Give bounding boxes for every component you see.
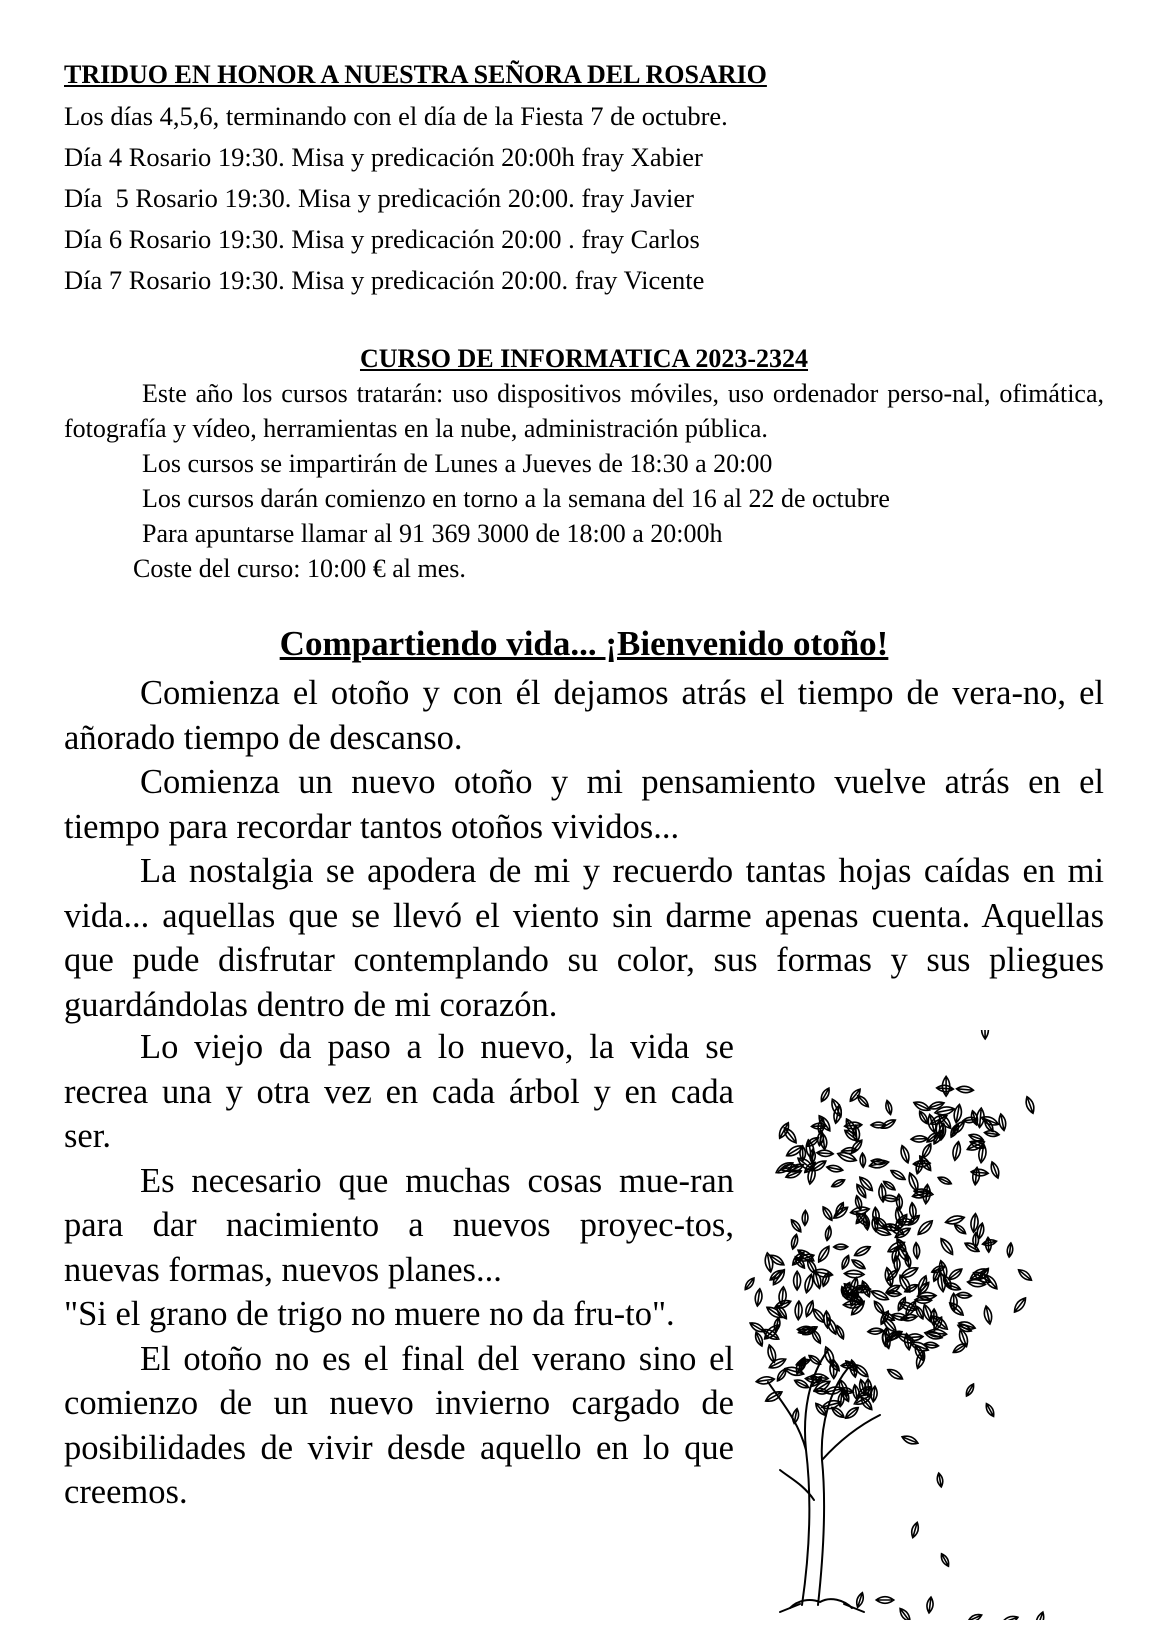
leaf-mark	[840, 1254, 851, 1270]
leaf-mark	[1024, 1096, 1036, 1115]
leaf-mark	[964, 1383, 976, 1398]
leaf-mark	[911, 1135, 928, 1142]
leaf-mark	[916, 1218, 935, 1237]
leaf-mark	[1006, 1243, 1013, 1258]
leaf-mark	[899, 1144, 911, 1163]
leaf-mark	[938, 1236, 956, 1256]
leaf-mark	[972, 1167, 980, 1185]
leaf-mark	[844, 1405, 861, 1420]
leaf-mark	[832, 1104, 843, 1124]
leaf-mark	[1034, 1611, 1046, 1620]
autumn-tree-icon	[740, 1030, 1140, 1620]
leaf-mark	[924, 1329, 943, 1340]
leaf-mark	[785, 1143, 805, 1159]
leaf-mark	[876, 1597, 894, 1604]
curso-title: CURSO DE INFORMATICA 2023-2324	[359, 344, 809, 373]
triduo-day-5: Día 5 Rosario 19:30. Misa y predicación 20:00. fray Javier	[64, 183, 694, 213]
leaf-mark	[848, 1087, 862, 1103]
leaf-mark	[743, 1276, 756, 1291]
leaf-mark	[953, 1104, 963, 1124]
curso-coste: Coste del curso: 10:00 € al mes.	[133, 554, 466, 583]
reflexion-body-column	[64, 1025, 734, 1515]
reflexion-paragraph-4: Lo viejo da paso a lo nuevo, la vida se recrea una y otra vez en cada árbol y en cada ser.	[64, 1028, 734, 1155]
reflexion-paragraph-1: Comienza el otoño y con él dejamos atrás el tiempo de vera-no, el añorado tiempo de descanso.	[64, 674, 1104, 757]
reflexion-paragraph-5: Es necesario que muchas cosas mue-ran para dar nacimiento a nuevos proyec-tos, nuevas formas, nuevos planes...	[64, 1161, 734, 1289]
leaf-mark	[913, 1242, 920, 1259]
leaf-mark	[936, 1473, 944, 1488]
triduo-dates: Los días 4,5,6, terminando con el día de la Fiesta 7 de octubre.	[64, 101, 728, 131]
leaf-mark	[889, 1168, 906, 1182]
leaf-mark	[886, 1367, 904, 1382]
triduo-section	[64, 58, 1104, 301]
leaf-mark	[802, 1210, 808, 1225]
leaf-mark	[773, 1317, 781, 1332]
curso-inscripcion: Para apuntarse llamar al 91 369 3000 de 18:00 a 20:00h	[142, 519, 723, 548]
leaf-mark	[882, 1179, 897, 1192]
leaf-mark	[855, 1592, 865, 1608]
leaf-mark	[1012, 1296, 1028, 1314]
leaf-mark	[951, 1141, 962, 1161]
leaf-mark	[794, 1271, 801, 1290]
leaf-mark	[883, 1267, 894, 1287]
leaf-mark	[967, 1279, 986, 1288]
curso-comienzo: Los cursos darán comienzo en torno a la semana del 16 al 22 de octubre	[142, 484, 890, 513]
leaf-mark	[821, 1205, 835, 1222]
leaf-mark	[795, 1301, 803, 1320]
leaf-mark	[817, 1150, 834, 1157]
leaf-mark	[898, 1607, 913, 1620]
reflexion-title: Compartiendo vida... ¡Bienvenido otoño!	[279, 624, 889, 663]
leaf-mark	[775, 1367, 788, 1382]
reflexion-closing: El otoño no es el final del verano sino el comienzo de un nuevo invierno cargado de posibilidades de vivir desde aquello en lo que creemos.	[64, 1339, 734, 1511]
reflexion-quote: "Si el grano de trigo no muere no da fru-to".	[64, 1295, 675, 1333]
leaf-mark	[850, 1258, 866, 1271]
leaf-mark	[834, 1244, 848, 1250]
leaf-mark	[860, 1153, 866, 1168]
leaf-mark	[981, 1030, 988, 1039]
leaf-mark	[756, 1376, 775, 1385]
leaf-mark	[831, 1177, 846, 1188]
curso-intro: Este año los cursos tratarán: uso dispositivos móviles, uso ordenador perso-nal, ofimática, fotografía y vídeo, herramientas en la nube, administración pública.	[64, 379, 1104, 443]
leaf-mark	[789, 1218, 803, 1234]
leaf-mark	[844, 1270, 864, 1278]
reflexion-body-full	[64, 671, 1104, 1027]
leaf-mark	[915, 1297, 932, 1304]
leaf-mark	[989, 1161, 1001, 1179]
leaf-mark	[790, 1234, 799, 1250]
leaf-mark	[868, 1328, 884, 1335]
leaf-mark	[945, 1281, 962, 1292]
leaf-mark	[826, 1164, 843, 1173]
leaf-mark	[768, 1253, 786, 1268]
leaf-mark	[998, 1113, 1007, 1131]
leaf-mark	[953, 1223, 967, 1236]
leaf-mark	[910, 1522, 920, 1539]
leaf-mark	[936, 1085, 953, 1092]
triduo-day-7: Día 7 Rosario 19:30. Misa y predicación 20:00. fray Vicente	[64, 265, 705, 295]
leaf-mark	[880, 1117, 897, 1130]
reflexion-paragraph-3: La nostalgia se apodera de mi y recuerdo tantas hojas caídas en mi vida... aquellas que se llevó el viento sin darme apenas cuenta. Aquellas que pude disfrutar contemplando su color, sus formas y sus pliegues guardándolas dentro de mi corazón.	[64, 852, 1104, 1024]
leaf-mark	[920, 1142, 933, 1159]
leaf-mark	[820, 1133, 828, 1150]
leaf-mark	[945, 1214, 966, 1226]
leaf-mark	[856, 1094, 871, 1109]
leaf-mark	[798, 1356, 808, 1372]
triduo-day-4: Día 4 Rosario 19:30. Misa y predicación 20:00h fray Xabier	[64, 142, 703, 172]
leaf-mark	[1001, 1614, 1019, 1620]
leaf-mark	[853, 1244, 872, 1259]
leaf-mark	[956, 1086, 973, 1094]
reflexion-paragraph-2: Comienza un nuevo otoño y mi pensamiento vuelve atrás en el tiempo para recordar tantos otoños vividos...	[64, 763, 1104, 846]
triduo-title: TRIDUO EN HONOR A NUESTRA SEÑORA DEL ROSARIO	[64, 60, 767, 89]
leaf-mark	[967, 1612, 983, 1620]
leaf-mark	[939, 1552, 951, 1567]
leaf-mark	[824, 1226, 832, 1241]
leaf-mark	[937, 1175, 952, 1186]
leaf-mark	[984, 1402, 996, 1418]
leaf-mark	[819, 1087, 831, 1103]
triduo-day-6: Día 6 Rosario 19:30. Misa y predicación 20:00 . fray Carlos	[64, 224, 700, 254]
leaf-mark	[926, 1597, 934, 1614]
leaf-mark	[884, 1100, 893, 1115]
leaf-mark	[947, 1267, 964, 1282]
leaf-mark	[956, 1292, 971, 1299]
leaf-mark	[912, 1100, 931, 1113]
leaf-mark	[805, 1139, 815, 1159]
leaf-mark	[930, 1309, 937, 1325]
leaf-mark	[816, 1244, 832, 1264]
leaf-mark	[872, 1300, 886, 1316]
leaf-mark	[830, 1405, 846, 1419]
leaf-mark	[901, 1434, 919, 1446]
leaf-mark	[753, 1331, 764, 1347]
curso-section	[64, 342, 1104, 586]
leaf-mark	[754, 1288, 763, 1306]
leaf-mark	[983, 1305, 994, 1324]
leaf-mark	[1017, 1267, 1034, 1282]
curso-horario: Los cursos se impartirán de Lunes a Jueves de 18:30 a 20:00	[142, 449, 773, 478]
